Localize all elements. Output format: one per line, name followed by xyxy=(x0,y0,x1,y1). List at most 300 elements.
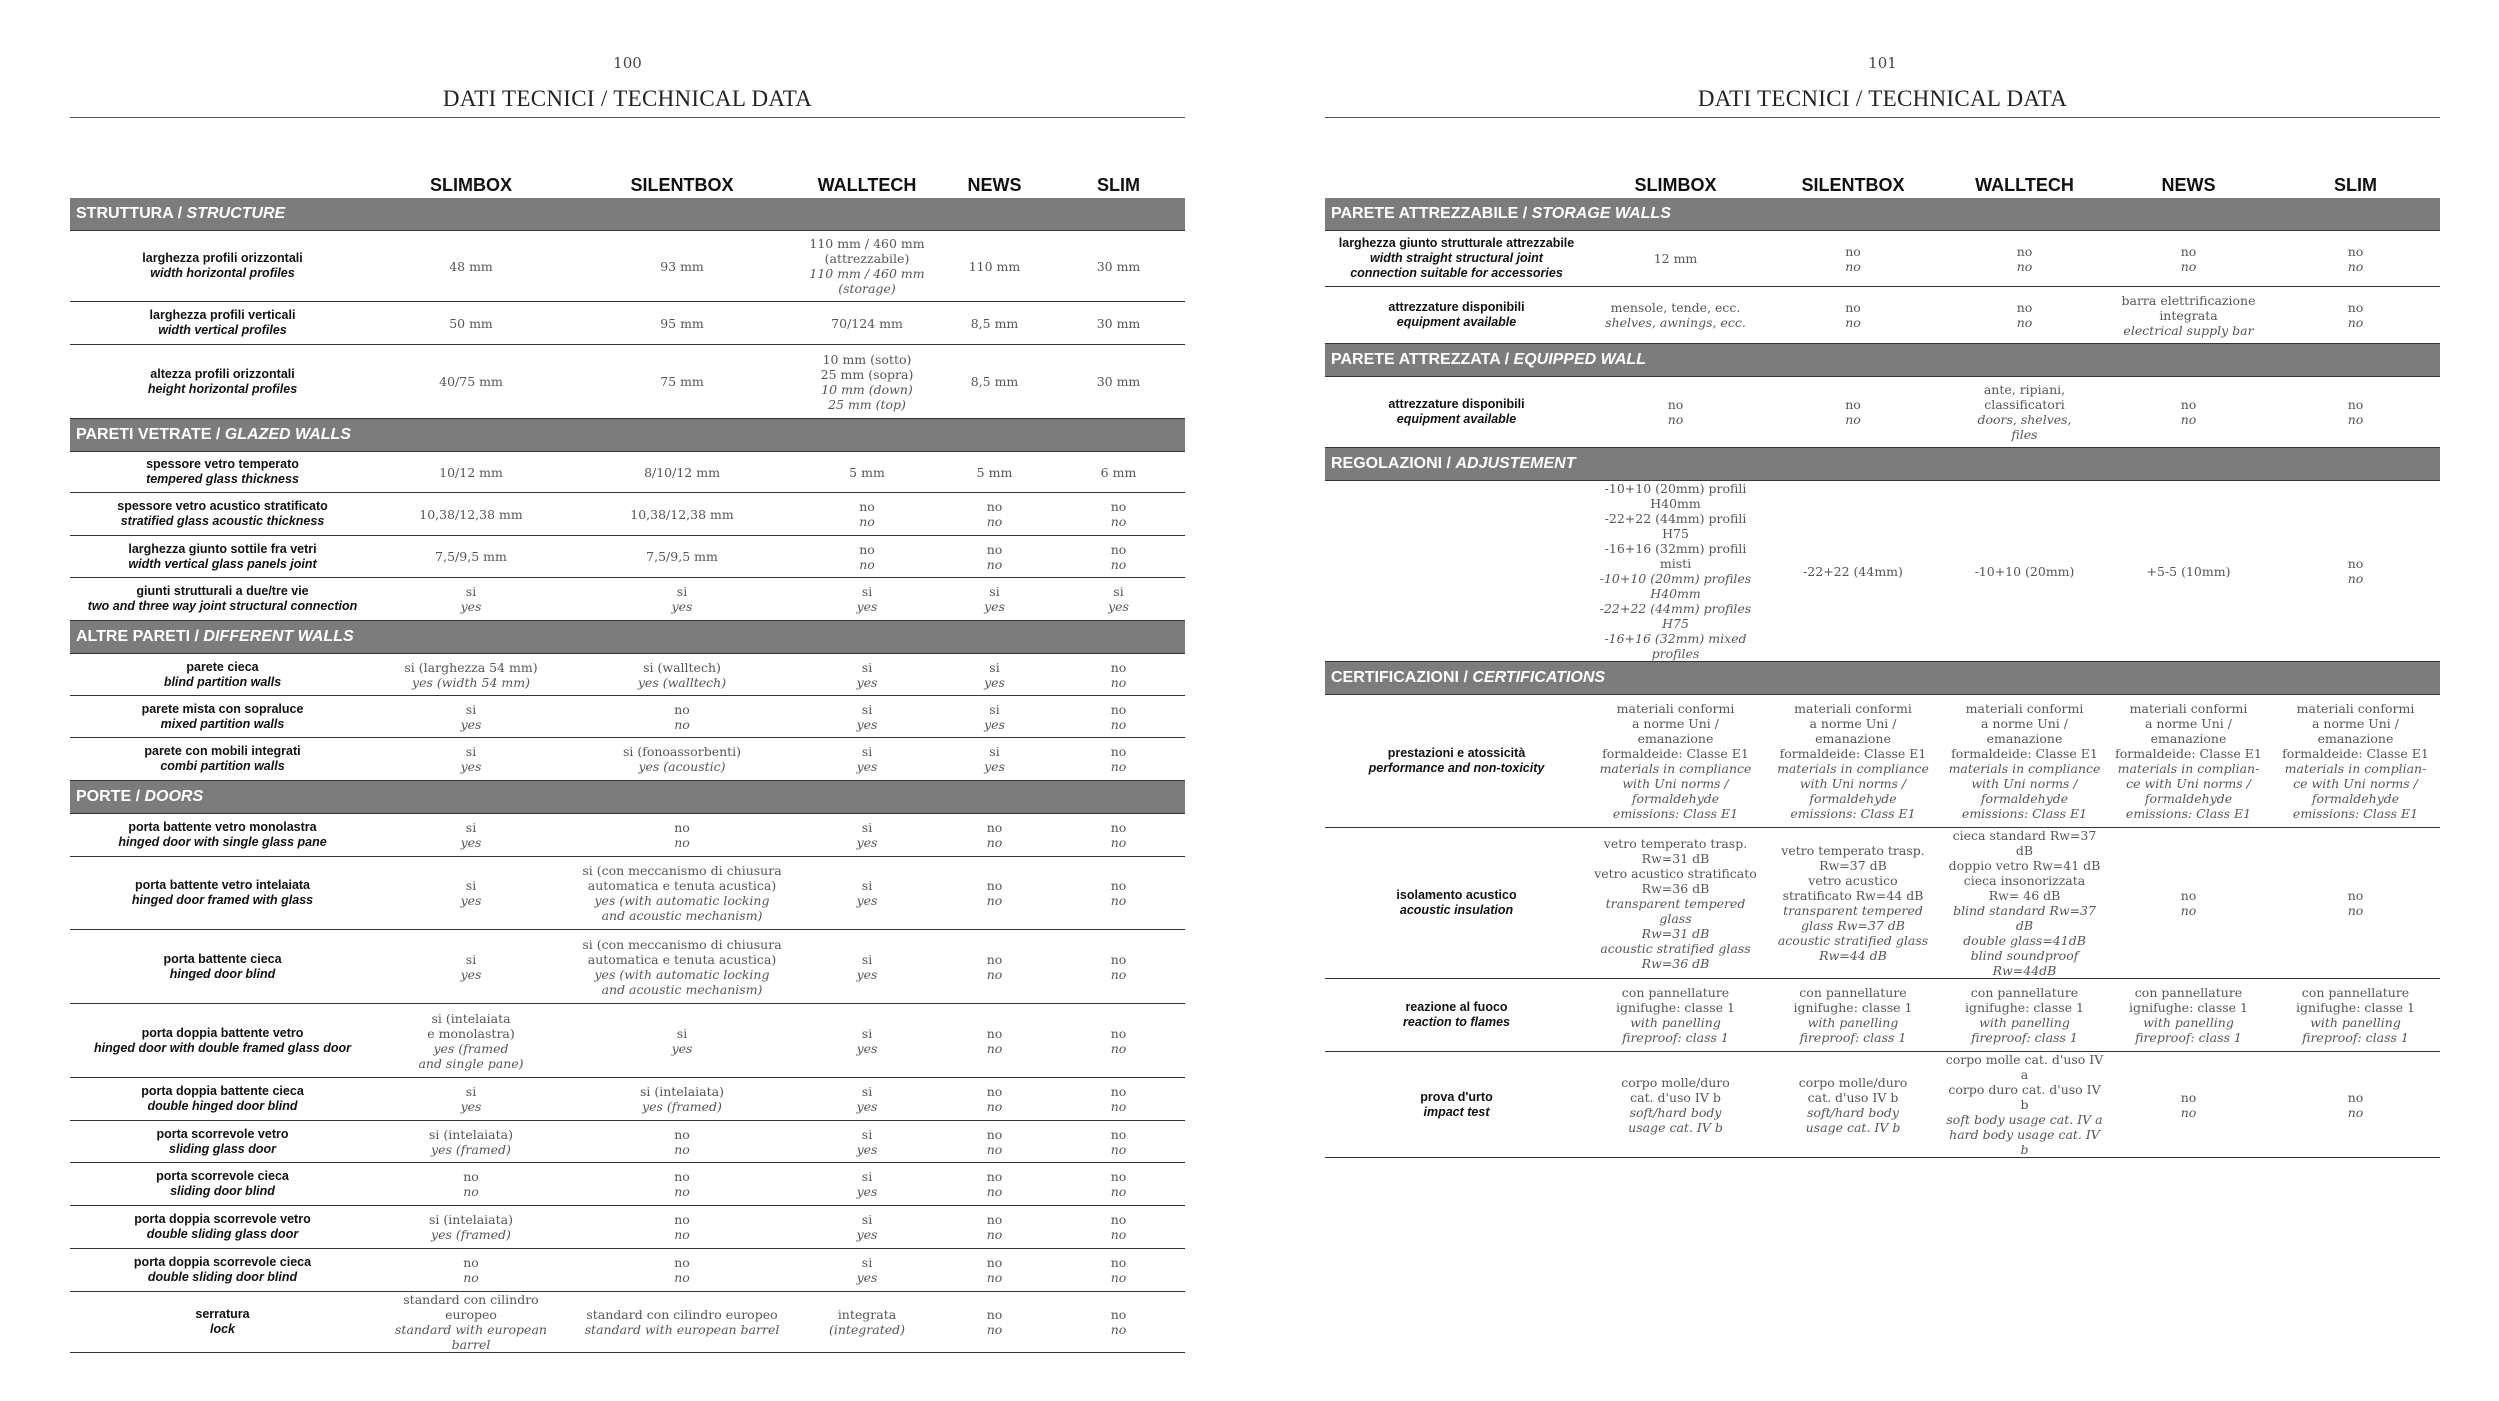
section-title xyxy=(70,781,1185,814)
table-cell xyxy=(937,452,1052,493)
row-label xyxy=(70,452,375,493)
cell-value-en: no xyxy=(674,1141,690,1157)
section-title xyxy=(70,621,1185,654)
cell-value-it: no xyxy=(859,541,875,557)
row-label-it: porta battente cieca xyxy=(163,951,282,966)
row-label xyxy=(70,345,375,419)
row-label-en: double sliding door blind xyxy=(147,1270,298,1284)
table-cell xyxy=(567,1249,797,1292)
cell-value-en: yes (width 54 mm) xyxy=(412,674,530,690)
cell-value-en: materials in complian- ce with Uni norms / formaldehyde emissions: Class E1 xyxy=(2117,761,2260,821)
cell-value-it: no xyxy=(463,1169,479,1184)
cell-value-en: no xyxy=(986,835,1003,850)
table-cell xyxy=(797,654,937,696)
cell-value-en: no xyxy=(2347,258,2364,274)
table-cell xyxy=(1588,377,1763,448)
cell-value-it: cieca standard Rw=37 dB doppio vetro Rw=41 dB cieca insonorizzata Rw= 46 dB xyxy=(1948,828,2101,903)
table-cell xyxy=(1943,979,2106,1052)
row-label-it: isolamento acustico xyxy=(1396,888,1517,902)
section-title-separator: / xyxy=(1459,669,1473,686)
cell-value-en: no xyxy=(674,1184,690,1199)
table-cell xyxy=(567,493,797,536)
section-title xyxy=(1325,448,2440,481)
cell-value-en: shelves, awnings, ecc. xyxy=(1605,315,1746,330)
row-label xyxy=(70,857,375,930)
row-label-it: parete mista con sopraluce xyxy=(141,701,304,716)
table-cell xyxy=(375,654,567,696)
table-cell xyxy=(1052,654,1185,696)
row-label-en: hinged door with single glass pane xyxy=(118,835,327,849)
cell-value-en: no xyxy=(2180,258,2197,274)
cell-value-it: no xyxy=(2016,243,2033,259)
cell-value-en: yes xyxy=(1108,599,1129,614)
cell-value-it: no xyxy=(2180,243,2197,259)
cell-value-en: yes (framed) xyxy=(642,1099,722,1114)
section-title-it: CERTIFICAZIONI xyxy=(1331,669,1459,686)
table-cell xyxy=(375,1249,567,1292)
technical-data-table xyxy=(70,160,1185,1353)
row-label-en: width horizontal profiles xyxy=(150,266,295,280)
cell-value-en: no xyxy=(986,1227,1003,1242)
table-cell xyxy=(937,1163,1052,1206)
cell-value-it: 6 mm xyxy=(1100,464,1137,480)
table-cell xyxy=(567,1206,797,1249)
cell-value-en: no xyxy=(986,1270,1003,1285)
cell-value-en: no xyxy=(2016,315,2033,330)
cell-value-it: si xyxy=(861,744,873,759)
cell-value-it: no xyxy=(2180,397,2197,412)
cell-value-it: si xyxy=(465,820,477,835)
table-cell xyxy=(375,696,567,738)
cell-value-it: materiali conformi a norme Uni / emanazione formaldeide: Classe E1 xyxy=(1779,701,1927,761)
table-cell xyxy=(937,930,1052,1004)
table-cell xyxy=(1943,695,2106,828)
cell-value-en: yes xyxy=(856,674,878,690)
row-label xyxy=(70,1078,375,1121)
cell-value-en: no xyxy=(674,716,690,732)
cell-value-it: no xyxy=(1110,541,1127,557)
cell-value-en: yes xyxy=(460,966,482,982)
cell-value-it: materiali conformi a norme Uni / emanazione formaldeide: Classe E1 xyxy=(1951,701,2098,761)
table-row xyxy=(70,814,1185,857)
cell-value-it: vetro temperato trasp. Rw=31 dB vetro acustico stratificato Rw=36 dB xyxy=(1594,835,1757,896)
row-label-it: larghezza giunto strutturale attrezzabile xyxy=(1338,236,1575,250)
table-cell xyxy=(937,1121,1052,1163)
cell-value-en: no xyxy=(986,893,1003,908)
table-cell xyxy=(1052,231,1185,302)
row-label-en: two and three way joint structural connection xyxy=(87,599,358,613)
cell-value-it: no xyxy=(986,1307,1003,1322)
table-cell xyxy=(375,1206,567,1249)
table-row xyxy=(70,930,1185,1004)
table-cell xyxy=(567,345,797,419)
cell-value-it: 75 mm xyxy=(660,374,704,389)
cell-value-it: no xyxy=(1110,1025,1127,1041)
cell-value-it: si xyxy=(1113,584,1124,599)
table-cell xyxy=(567,302,797,345)
table-cell xyxy=(937,231,1052,302)
table-cell xyxy=(2106,481,2271,662)
column-header: SILENTBOX xyxy=(630,175,734,195)
table-cell xyxy=(2106,979,2271,1052)
cell-value-en: no xyxy=(1110,514,1127,529)
table-cell xyxy=(937,536,1052,578)
table-row xyxy=(1325,695,2440,828)
section-title xyxy=(70,419,1185,452)
cell-value-en: no xyxy=(1110,966,1127,982)
cell-value-en: no xyxy=(2180,412,2197,427)
cell-value-it: 93 mm xyxy=(660,258,704,274)
table-cell xyxy=(567,452,797,493)
row-label-en: stratified glass acoustic thickness xyxy=(120,514,325,528)
cell-value-it: con pannellature ignifughe: classe 1 xyxy=(2296,985,2415,1015)
table-cell xyxy=(1763,1052,1943,1158)
section-title xyxy=(70,198,1185,231)
cell-value-it: no xyxy=(986,499,1003,514)
section-title-en: DOORS xyxy=(144,788,204,805)
cell-value-en: no xyxy=(1110,556,1127,572)
row-label xyxy=(70,738,375,781)
table-cell xyxy=(1943,828,2106,979)
table-cell xyxy=(937,814,1052,857)
table-row xyxy=(70,536,1185,578)
row-label-en: tempered glass thickness xyxy=(146,472,299,486)
cell-value-en: yes xyxy=(856,1040,878,1056)
row-label-en: performance and non-toxicity xyxy=(1368,761,1545,775)
table-row xyxy=(1325,481,2440,662)
row-label-en: sliding glass door xyxy=(169,1141,276,1156)
table-cell xyxy=(797,1292,937,1353)
column-header: WALLTECH xyxy=(817,175,917,195)
cell-value-en: no xyxy=(986,1099,1003,1114)
table-cell xyxy=(1763,695,1943,828)
row-label-en: lock xyxy=(209,1322,235,1336)
table-row xyxy=(70,1292,1185,1353)
cell-value-it: no xyxy=(1110,1126,1127,1142)
cell-value-it: materiali conformi a norme Uni / emanazione formaldeide: Classe E1 xyxy=(1602,701,1749,761)
row-label-it: spessore vetro acustico stratificato xyxy=(117,499,328,513)
section-title-it: PORTE xyxy=(76,788,132,805)
table-cell xyxy=(567,536,797,578)
section-header xyxy=(70,621,1185,654)
table-cell xyxy=(2271,695,2440,828)
table-row xyxy=(70,654,1185,696)
table-row xyxy=(70,696,1185,738)
table-row xyxy=(70,345,1185,419)
cell-value-it: si (intelaiata e monolastra) xyxy=(427,1010,515,1041)
row-label-it: prestazioni e atossicità xyxy=(1387,746,1526,760)
table-cell xyxy=(2271,287,2440,344)
cell-value-en: yes (with automatic locking and acoustic mechanism) xyxy=(594,893,770,923)
table-cell xyxy=(1763,979,1943,1052)
row-label-it: larghezza profili orizzontali xyxy=(142,251,303,265)
cell-value-en: yes (framed and single pane) xyxy=(418,1040,524,1071)
row-label-en: hinged door with double framed glass door xyxy=(94,1040,351,1055)
table-cell xyxy=(1588,481,1763,662)
cell-value-it: standard con cilindro europeo xyxy=(586,1307,778,1322)
cell-value-it: no xyxy=(2347,300,2364,315)
cell-value-it: no xyxy=(1110,1084,1127,1099)
page-title: DATI TECNICI / TECHNICAL DATA xyxy=(1697,86,2068,111)
cell-value-it: si (intelaiata) xyxy=(429,1212,513,1227)
cell-value-en: with panelling fireproof: class 1 xyxy=(1799,1015,1907,1045)
cell-value-it: si xyxy=(676,1025,688,1041)
cell-value-it: 110 mm / 460 mm (attrezzabile) xyxy=(809,236,925,266)
cell-value-it: 8,5 mm xyxy=(970,374,1019,389)
table-cell xyxy=(1763,287,1943,344)
row-label-en: equipment available xyxy=(1396,315,1517,329)
cell-value-it: si xyxy=(861,1255,873,1270)
table-cell xyxy=(375,1163,567,1206)
section-title-separator: / xyxy=(211,426,225,443)
cell-value-it: 7,5/9,5 mm xyxy=(646,549,718,564)
cell-value-en: with panelling fireproof: class 1 xyxy=(2302,1015,2409,1045)
cell-value-it: no xyxy=(2347,888,2364,903)
table-cell xyxy=(1943,481,2106,662)
cell-value-en: yes xyxy=(856,1227,878,1242)
cell-value-it: no xyxy=(2180,888,2197,903)
row-label xyxy=(70,493,375,536)
cell-value-it: si xyxy=(465,1084,477,1099)
cell-value-it: no xyxy=(986,878,1003,893)
cell-value-en: no xyxy=(2347,1104,2364,1120)
cell-value-it: 7,5/9,5 mm xyxy=(435,549,507,564)
cell-value-en: 10 mm (down) 25 mm (top) xyxy=(821,381,913,412)
table-cell xyxy=(1943,377,2106,448)
table-cell xyxy=(937,857,1052,930)
table-cell xyxy=(375,930,567,1004)
table-cell xyxy=(567,930,797,1004)
table-row xyxy=(1325,377,2440,448)
cell-value-it: no xyxy=(1667,397,1684,412)
cell-value-en: soft/hard body usage cat. IV b xyxy=(1805,1104,1901,1135)
table-cell xyxy=(1943,1052,2106,1158)
cell-value-en: no xyxy=(986,1040,1003,1056)
cell-value-en: no xyxy=(1667,412,1684,427)
table-cell xyxy=(2106,377,2271,448)
cell-value-it: con pannellature ignifughe: classe 1 xyxy=(2129,985,2248,1015)
cell-value-it: +5-5 (10mm) xyxy=(2146,563,2231,579)
cell-value-it: no xyxy=(1110,499,1127,514)
cell-value-it: si xyxy=(861,701,873,717)
row-label xyxy=(1325,979,1588,1052)
table-cell xyxy=(2271,828,2440,979)
cell-value-en: materials in compliance with Uni norms / formaldehyde emissions: Class E1 xyxy=(1777,761,1929,821)
table-cell xyxy=(1052,536,1185,578)
row-label-it: attrezzature disponibili xyxy=(1388,397,1525,411)
column-header: SLIMBOX xyxy=(429,175,512,195)
section-title-en: DIFFERENT WALLS xyxy=(203,628,354,645)
table-cell xyxy=(375,1121,567,1163)
table-cell xyxy=(1588,979,1763,1052)
cell-value-it: si xyxy=(861,1084,873,1099)
table-cell xyxy=(375,493,567,536)
cell-value-en: no xyxy=(2347,315,2364,330)
cell-value-it: si xyxy=(465,878,477,893)
row-label-en: reaction to flames xyxy=(1403,1015,1510,1029)
row-label-en: double sliding glass door xyxy=(146,1227,299,1241)
section-title-en: STRUCTURE xyxy=(186,205,286,222)
table-cell xyxy=(1052,814,1185,857)
cell-value-en: no xyxy=(986,1184,1003,1199)
section-title-en: CERTIFICATIONS xyxy=(1472,669,1606,686)
row-label-en: sliding door blind xyxy=(170,1184,275,1198)
cell-value-it: si xyxy=(465,951,477,967)
cell-value-it: 12 mm xyxy=(1653,251,1698,266)
table-cell xyxy=(2106,828,2271,979)
column-header: WALLTECH xyxy=(1975,175,2074,195)
cell-value-it: vetro temperato trasp. Rw=37 dB vetro acustico stratificato Rw=44 dB xyxy=(1781,843,1925,903)
cell-value-en: no xyxy=(463,1270,479,1285)
cell-value-en: no xyxy=(674,1227,690,1242)
table-cell xyxy=(567,1292,797,1353)
column-header: NEWS xyxy=(2161,175,2216,195)
cell-value-it: 10/12 mm xyxy=(439,464,503,480)
table-cell xyxy=(375,302,567,345)
cell-value-it: no xyxy=(1110,951,1127,967)
table-row xyxy=(70,1078,1185,1121)
section-header xyxy=(1325,344,2440,377)
cell-value-en: (integrated) xyxy=(828,1322,906,1337)
column-header: SLIMBOX xyxy=(1634,175,1717,195)
table-cell xyxy=(797,231,937,302)
cell-value-en: -10+10 (20mm) profiles H40mm -22+22 (44mm) profiles H75 -16+16 (32mm) mixed profiles xyxy=(1599,571,1752,661)
table-cell xyxy=(2271,979,2440,1052)
row-label-en: width vertical glass panels joint xyxy=(128,556,317,571)
table-cell xyxy=(797,1004,937,1078)
cell-value-en: transparent tempered glass Rw=37 dB acoustic stratified glass Rw=44 dB xyxy=(1777,903,1929,963)
table-cell xyxy=(1588,287,1763,344)
cell-value-it: si xyxy=(989,584,1000,599)
table-cell xyxy=(797,302,937,345)
row-label-en: double hinged door blind xyxy=(147,1099,298,1113)
cell-value-en: no xyxy=(859,556,875,572)
table-cell xyxy=(375,536,567,578)
row-label-it: porta battente vetro intelaiata xyxy=(134,878,311,892)
cell-value-it: mensole, tende, ecc. xyxy=(1610,300,1741,315)
cell-value-it: si xyxy=(676,584,688,599)
cell-value-it: no xyxy=(2180,1089,2197,1105)
table-cell xyxy=(1052,1292,1185,1353)
table-cell xyxy=(1052,1121,1185,1163)
table-cell xyxy=(937,1206,1052,1249)
cell-value-it: ante, ripiani, classificatori xyxy=(1983,382,2066,412)
row-label xyxy=(70,536,375,578)
cell-value-en: yes (framed) xyxy=(431,1227,511,1242)
cell-value-en: blind standard Rw=37 dB double glass=41dB blind soundproof Rw=44dB xyxy=(1953,903,2096,978)
table-cell xyxy=(1763,231,1943,287)
row-label-it: spessore vetro temperato xyxy=(146,457,299,471)
row-label-it: porta scorrevole cieca xyxy=(156,1169,289,1183)
section-header xyxy=(70,781,1185,814)
row-label-en: width vertical profiles xyxy=(158,323,287,337)
cell-value-en: with panelling fireproof: class 1 xyxy=(1622,1015,1729,1045)
cell-value-en: yes xyxy=(671,1040,693,1056)
cell-value-it: no xyxy=(986,1212,1003,1227)
row-label-it: prova d'urto xyxy=(1420,1089,1493,1104)
column-header: NEWS xyxy=(967,175,1022,195)
table-cell xyxy=(375,814,567,857)
cell-value-en: no xyxy=(1110,1322,1127,1337)
header-spacer xyxy=(70,160,375,198)
cell-value-it: si xyxy=(861,1169,873,1184)
table-cell xyxy=(797,578,937,621)
cell-value-it: si (con meccanismo di chiusura automatica e tenuta acustica) xyxy=(582,863,782,893)
table-cell xyxy=(567,814,797,857)
table-cell xyxy=(937,302,1052,345)
table-cell xyxy=(1588,1052,1763,1158)
table-cell xyxy=(375,1004,567,1078)
row-label xyxy=(70,1249,375,1292)
table-cell xyxy=(797,1163,937,1206)
cell-value-it: 95 mm xyxy=(660,315,704,331)
table-cell xyxy=(1052,493,1185,536)
cell-value-it: si xyxy=(861,659,873,675)
table-cell xyxy=(2106,287,2271,344)
cell-value-it: materiali conformi a norme Uni / emanazione formaldeide: Classe E1 xyxy=(2115,701,2262,761)
cell-value-it: si (larghezza 54 mm) xyxy=(404,659,538,675)
table-cell xyxy=(797,930,937,1004)
table-row xyxy=(1325,1052,2440,1158)
table-cell xyxy=(2271,1052,2440,1158)
cell-value-en: electrical supply bar xyxy=(2123,322,2254,338)
cell-value-en: yes xyxy=(856,893,878,908)
table-cell xyxy=(1052,738,1185,781)
cell-value-it: si (fonoassorbenti) xyxy=(622,744,742,759)
section-title-en: EQUIPPED WALL xyxy=(1513,351,1646,368)
row-label-en: blind partition walls xyxy=(163,674,282,689)
cell-value-en: yes xyxy=(856,966,878,982)
section-title-separator: / xyxy=(1442,455,1456,472)
row-label-it: altezza profili orizzontali xyxy=(150,366,295,381)
cell-value-en: yes xyxy=(984,716,1005,732)
table-row xyxy=(70,857,1185,930)
cell-value-it: no xyxy=(2347,397,2364,412)
cell-value-it: -22+22 (44mm) xyxy=(1803,563,1903,579)
cell-value-it: con pannellature ignifughe: classe 1 xyxy=(1965,985,2084,1015)
table-cell xyxy=(567,578,797,621)
cell-value-en: no xyxy=(2016,258,2033,274)
column-header-row xyxy=(70,160,1185,198)
cell-value-en: transparent tempered glass Rw=31 dB acoustic stratified glass Rw=36 dB xyxy=(1600,895,1751,971)
row-label xyxy=(70,302,375,345)
cell-value-it: no xyxy=(986,1084,1003,1099)
table-cell xyxy=(1052,452,1185,493)
cell-value-it: si (con meccanismo di chiusura automatica e tenuta acustica) xyxy=(582,936,782,967)
cell-value-en: standard with european barrel xyxy=(395,1322,547,1352)
table-row xyxy=(70,738,1185,781)
cell-value-it: no xyxy=(986,1126,1003,1142)
cell-value-en: yes xyxy=(856,1099,878,1114)
section-title xyxy=(1325,344,2440,377)
cell-value-en: no xyxy=(1110,1099,1127,1114)
section-title-separator: / xyxy=(131,788,145,805)
table-row xyxy=(70,452,1185,493)
table-cell xyxy=(1052,1004,1185,1078)
row-label xyxy=(70,930,375,1004)
section-title-en: GLAZED WALLS xyxy=(224,426,351,443)
table-cell xyxy=(797,696,937,738)
row-label xyxy=(1325,481,1588,662)
cell-value-it: no xyxy=(674,1212,690,1227)
cell-value-en: yes xyxy=(984,599,1005,614)
cell-value-it: con pannellature ignifughe: classe 1 xyxy=(1616,985,1735,1015)
row-label-it: porta battente vetro monolastra xyxy=(128,820,317,834)
cell-value-en: soft body usage cat. IV a hard body usage cat. IV b xyxy=(1946,1112,2103,1157)
title-rule xyxy=(1325,117,2440,118)
cell-value-en: yes (walltech) xyxy=(637,674,727,690)
cell-value-it: no xyxy=(1110,878,1127,893)
